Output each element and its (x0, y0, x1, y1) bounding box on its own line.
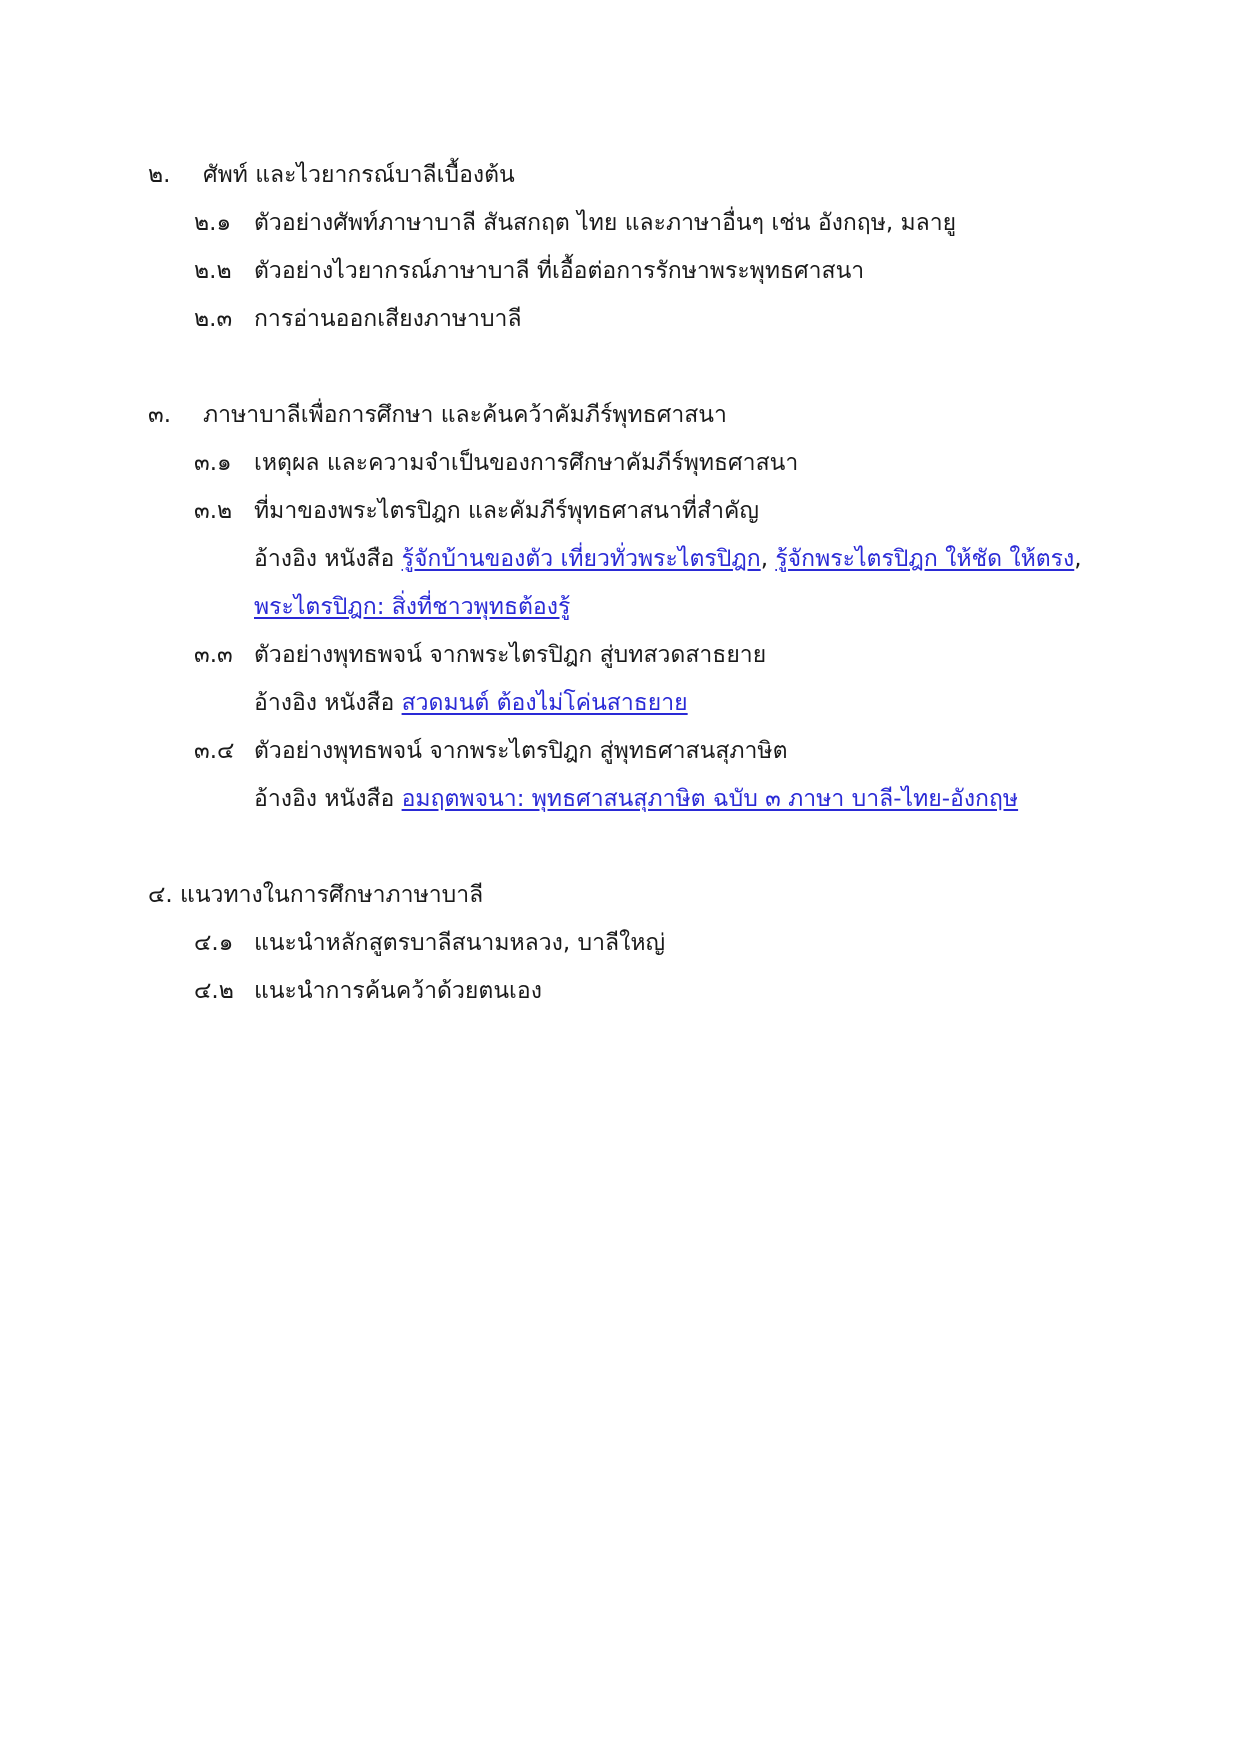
item-number: ๒.๑ (194, 210, 232, 236)
item-text: ที่มาของพระไตรปิฎก และคัมภีร์พุทธศาสนาที่สำคัญ (254, 498, 759, 524)
book-link[interactable]: รู้จักบ้านของตัว เที่ยวทั่วพระไตรปิฎก (401, 546, 761, 572)
book-link[interactable]: พระไตรปิฎก: สิ่งที่ชาวพุทธต้องรู้ (254, 594, 571, 620)
section-number: ๒. (148, 162, 171, 188)
reference-prefix: อ้างอิง หนังสือ (254, 546, 402, 572)
item-text: ตัวอย่างไวยากรณ์ภาษาบาลี ที่เอื้อต่อการรักษาพระพุทธศาสนา (254, 258, 865, 284)
item-text: การอ่านออกเสียงภาษาบาลี (254, 306, 522, 332)
item-text: ตัวอย่างพุทธพจน์ จากพระไตรปิฎก สู่บทสวดสาธยาย (254, 642, 767, 668)
book-link[interactable]: รู้จักพระไตรปิฎก ให้ชัด ให้ตรง (775, 546, 1075, 572)
item-text: ตัวอย่างศัพท์ภาษาบาลี สันสกฤต ไทย และภาษาอื่นๆ เช่น อังกฤษ, มลายู (254, 210, 957, 236)
reference-line (254, 544, 1082, 574)
item-number: ๔.๑ (194, 930, 234, 956)
section-number: ๓. (148, 402, 172, 428)
item-number: ๔.๒ (194, 978, 234, 1004)
book-link[interactable]: อมฤตพจนา: พุทธศาสนสุภาษิต ฉบับ ๓ ภาษา บาลี-ไทย-อังกฤษ (401, 786, 1019, 812)
item-number: ๓.๒ (194, 498, 233, 524)
item-text: แนะนำการค้นคว้าด้วยตนเอง (254, 978, 542, 1004)
reference-prefix: อ้างอิง หนังสือ (254, 690, 402, 716)
item-text: แนะนำหลักสูตรบาลีสนามหลวง, บาลีใหญ่ (254, 930, 666, 956)
item-number: ๓.๔ (194, 738, 235, 764)
item-text: ตัวอย่างพุทธพจน์ จากพระไตรปิฎก สู่พุทธศาสนสุภาษิต (254, 738, 788, 764)
item-number: ๒.๒ (194, 258, 232, 284)
item-number: ๓.๑ (194, 450, 232, 476)
item-text: เหตุผล และความจำเป็นของการศึกษาคัมภีร์พุทธศาสนา (254, 450, 799, 476)
reference-separator: , (760, 546, 776, 572)
reference-line (254, 784, 1018, 814)
section-title: ศัพท์ และไวยากรณ์บาลีเบื้องต้น (203, 162, 515, 188)
reference-line (254, 592, 570, 622)
section-title: ภาษาบาลีเพื่อการศึกษา และค้นคว้าคัมภีร์พุทธศาสนา (203, 402, 727, 428)
reference-trailing-comma: , (1074, 546, 1082, 572)
book-link[interactable]: สวดมนต์ ต้องไม่โค่นสาธยาย (401, 690, 688, 716)
reference-line (254, 688, 688, 718)
reference-prefix: อ้างอิง หนังสือ (254, 786, 402, 812)
item-number: ๒.๓ (194, 306, 233, 332)
section-number: ๔. (148, 882, 173, 908)
item-number: ๓.๓ (194, 642, 233, 668)
section-title: แนวทางในการศึกษาภาษาบาลี (180, 882, 484, 908)
